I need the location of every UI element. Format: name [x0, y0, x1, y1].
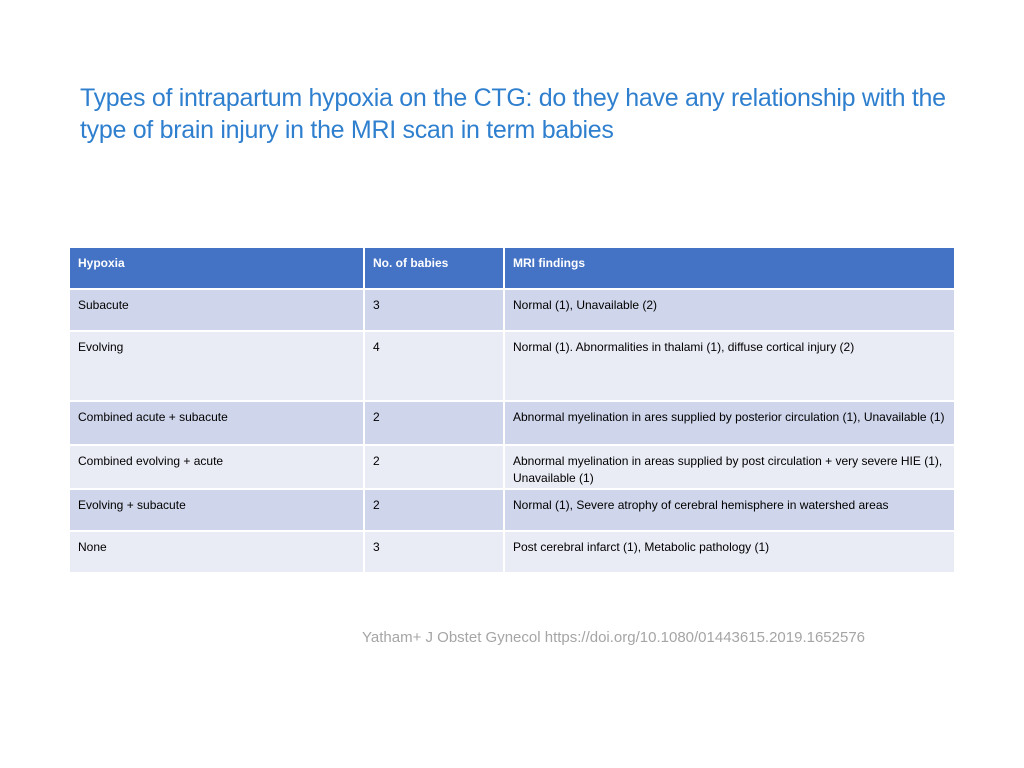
table-row	[70, 531, 954, 573]
column-header-no-of-babies: No. of babies	[364, 248, 504, 289]
cell-babies: 2	[364, 445, 504, 489]
table-row	[70, 445, 954, 489]
cell-mri-findings: Normal (1), Severe atrophy of cerebral hemisphere in watershed areas	[504, 489, 954, 531]
cell-hypoxia: None	[70, 531, 364, 573]
cell-mri-findings: Normal (1). Abnormalities in thalami (1), diffuse cortical injury (2)	[504, 331, 954, 401]
results-table	[70, 248, 954, 574]
table-row	[70, 489, 954, 531]
column-header-hypoxia: Hypoxia	[70, 248, 364, 289]
table-row	[70, 331, 954, 401]
cell-mri-findings: Post cerebral infarct (1), Metabolic pathology (1)	[504, 531, 954, 573]
table-row	[70, 401, 954, 445]
citation-text: Yatham+ J Obstet Gynecol https://doi.org/10.1080/01443615.2019.1652576	[362, 629, 866, 646]
slide-title: Types of intrapartum hypoxia on the CTG: do they have any relationship with the type of brain injury in the MRI scan in term babies	[80, 84, 946, 144]
cell-babies: 4	[364, 331, 504, 401]
cell-hypoxia: Evolving	[70, 331, 364, 401]
cell-hypoxia: Subacute	[70, 289, 364, 331]
cell-mri-findings: Abnormal myelination in ares supplied by posterior circulation (1), Unavailable (1)	[504, 401, 954, 445]
column-header-mri-findings: MRI findings	[504, 248, 954, 289]
cell-hypoxia: Combined evolving + acute	[70, 445, 364, 489]
cell-babies: 3	[364, 289, 504, 331]
cell-hypoxia: Evolving + subacute	[70, 489, 364, 531]
results-table-container	[70, 248, 954, 574]
cell-mri-findings: Normal (1), Unavailable (2)	[504, 289, 954, 331]
cell-babies: 2	[364, 401, 504, 445]
table-row	[70, 289, 954, 331]
cell-babies: 3	[364, 531, 504, 573]
cell-babies: 2	[364, 489, 504, 531]
cell-hypoxia: Combined acute + subacute	[70, 401, 364, 445]
cell-mri-findings: Abnormal myelination in areas supplied by post circulation + very severe HIE (1), Unavailable (1)	[504, 445, 954, 489]
table-header-row	[70, 248, 954, 289]
